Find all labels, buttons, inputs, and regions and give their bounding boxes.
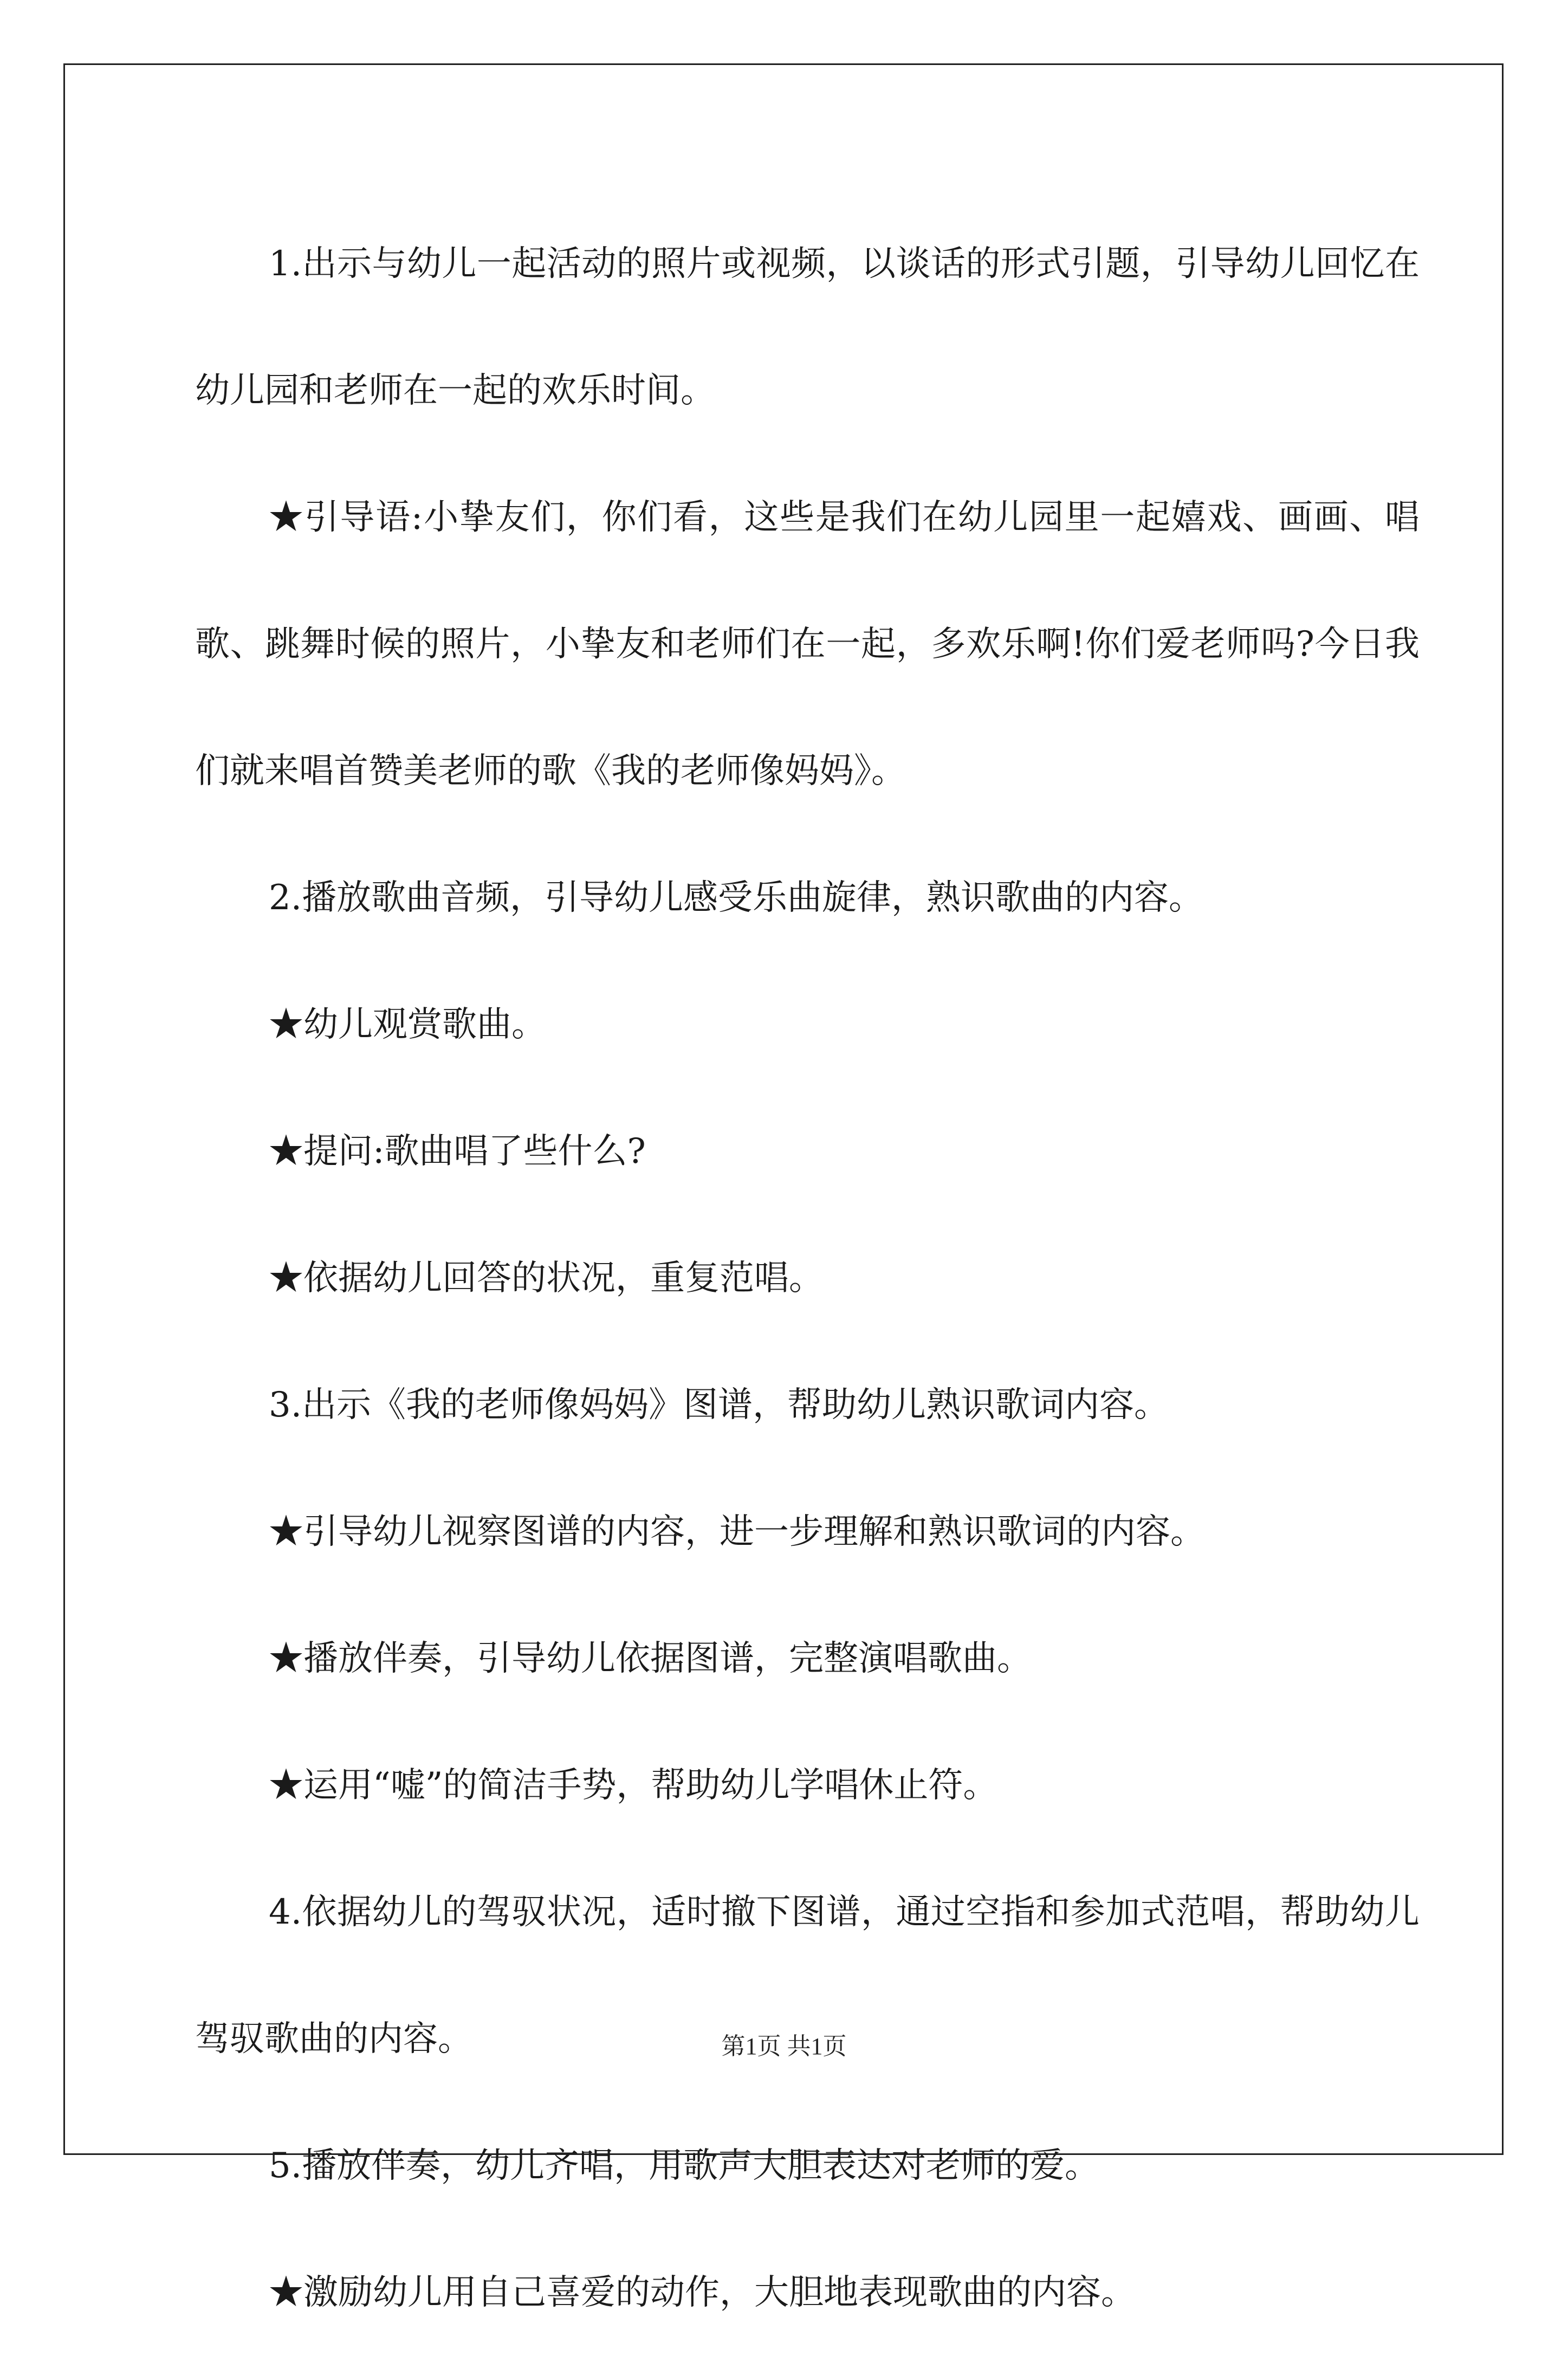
paragraph-repeat-sing: ★依据幼儿回答的状况，重复范唱。 bbox=[269, 1258, 824, 1298]
paragraph-encourage-actions: ★激励幼儿用自己喜爱的动作，大胆地表现歌曲的内容。 bbox=[269, 2273, 1136, 2313]
paragraph-question: ★提问:歌曲唱了些什么? bbox=[269, 1131, 646, 1171]
paragraph-step-2: 2.播放歌曲音频，引导幼儿感受乐曲旋律，熟识歌曲的内容。 bbox=[269, 878, 1204, 918]
paragraph-play-accompaniment: ★播放伴奏，引导幼儿依据图谱，完整演唱歌曲。 bbox=[269, 1639, 1032, 1679]
paragraph-hush-gesture: ★运用“嘘”的简洁手势，帮助幼儿学唱休止符。 bbox=[269, 1765, 998, 1805]
page-number-footer: 第1页 共1页 bbox=[721, 2033, 847, 2060]
paragraph-observe-chart: ★引导幼儿视察图谱的内容，进一步理解和熟识歌词的内容。 bbox=[269, 1512, 1205, 1552]
paragraph-step-1: 1.出示与幼儿一起活动的照片或视频，以谈话的形式引题，引导幼儿回忆在幼儿园和老师在一起的欢乐时间。 bbox=[195, 244, 1420, 411]
paragraph-step-3: 3.出示《我的老师像妈妈》图谱，帮助幼儿熟识歌词内容。 bbox=[269, 1385, 1169, 1425]
paragraph-step-5: 5.播放伴奏，幼儿齐唱，用歌声大胆表达对老师的爱。 bbox=[269, 2146, 1100, 2186]
paragraph-step-4: 4.依据幼儿的驾驭状况，适时撤下图谱，通过空指和参加式范唱，帮助幼儿驾驭歌曲的内容。 bbox=[195, 1892, 1420, 2059]
paragraph-guide-words: ★引导语:小挚友们，你们看，这些是我们在幼儿园里一起嬉戏、画画、唱歌、跳舞时候的照片，小挚友和老师们在一起，多欢乐啊!你们爱老师吗?今日我们就来唱首赞美老师的歌《我的老师像妈妈》。 bbox=[195, 497, 1420, 791]
paragraph-appreciate-song: ★幼儿观赏歌曲。 bbox=[269, 1005, 546, 1045]
